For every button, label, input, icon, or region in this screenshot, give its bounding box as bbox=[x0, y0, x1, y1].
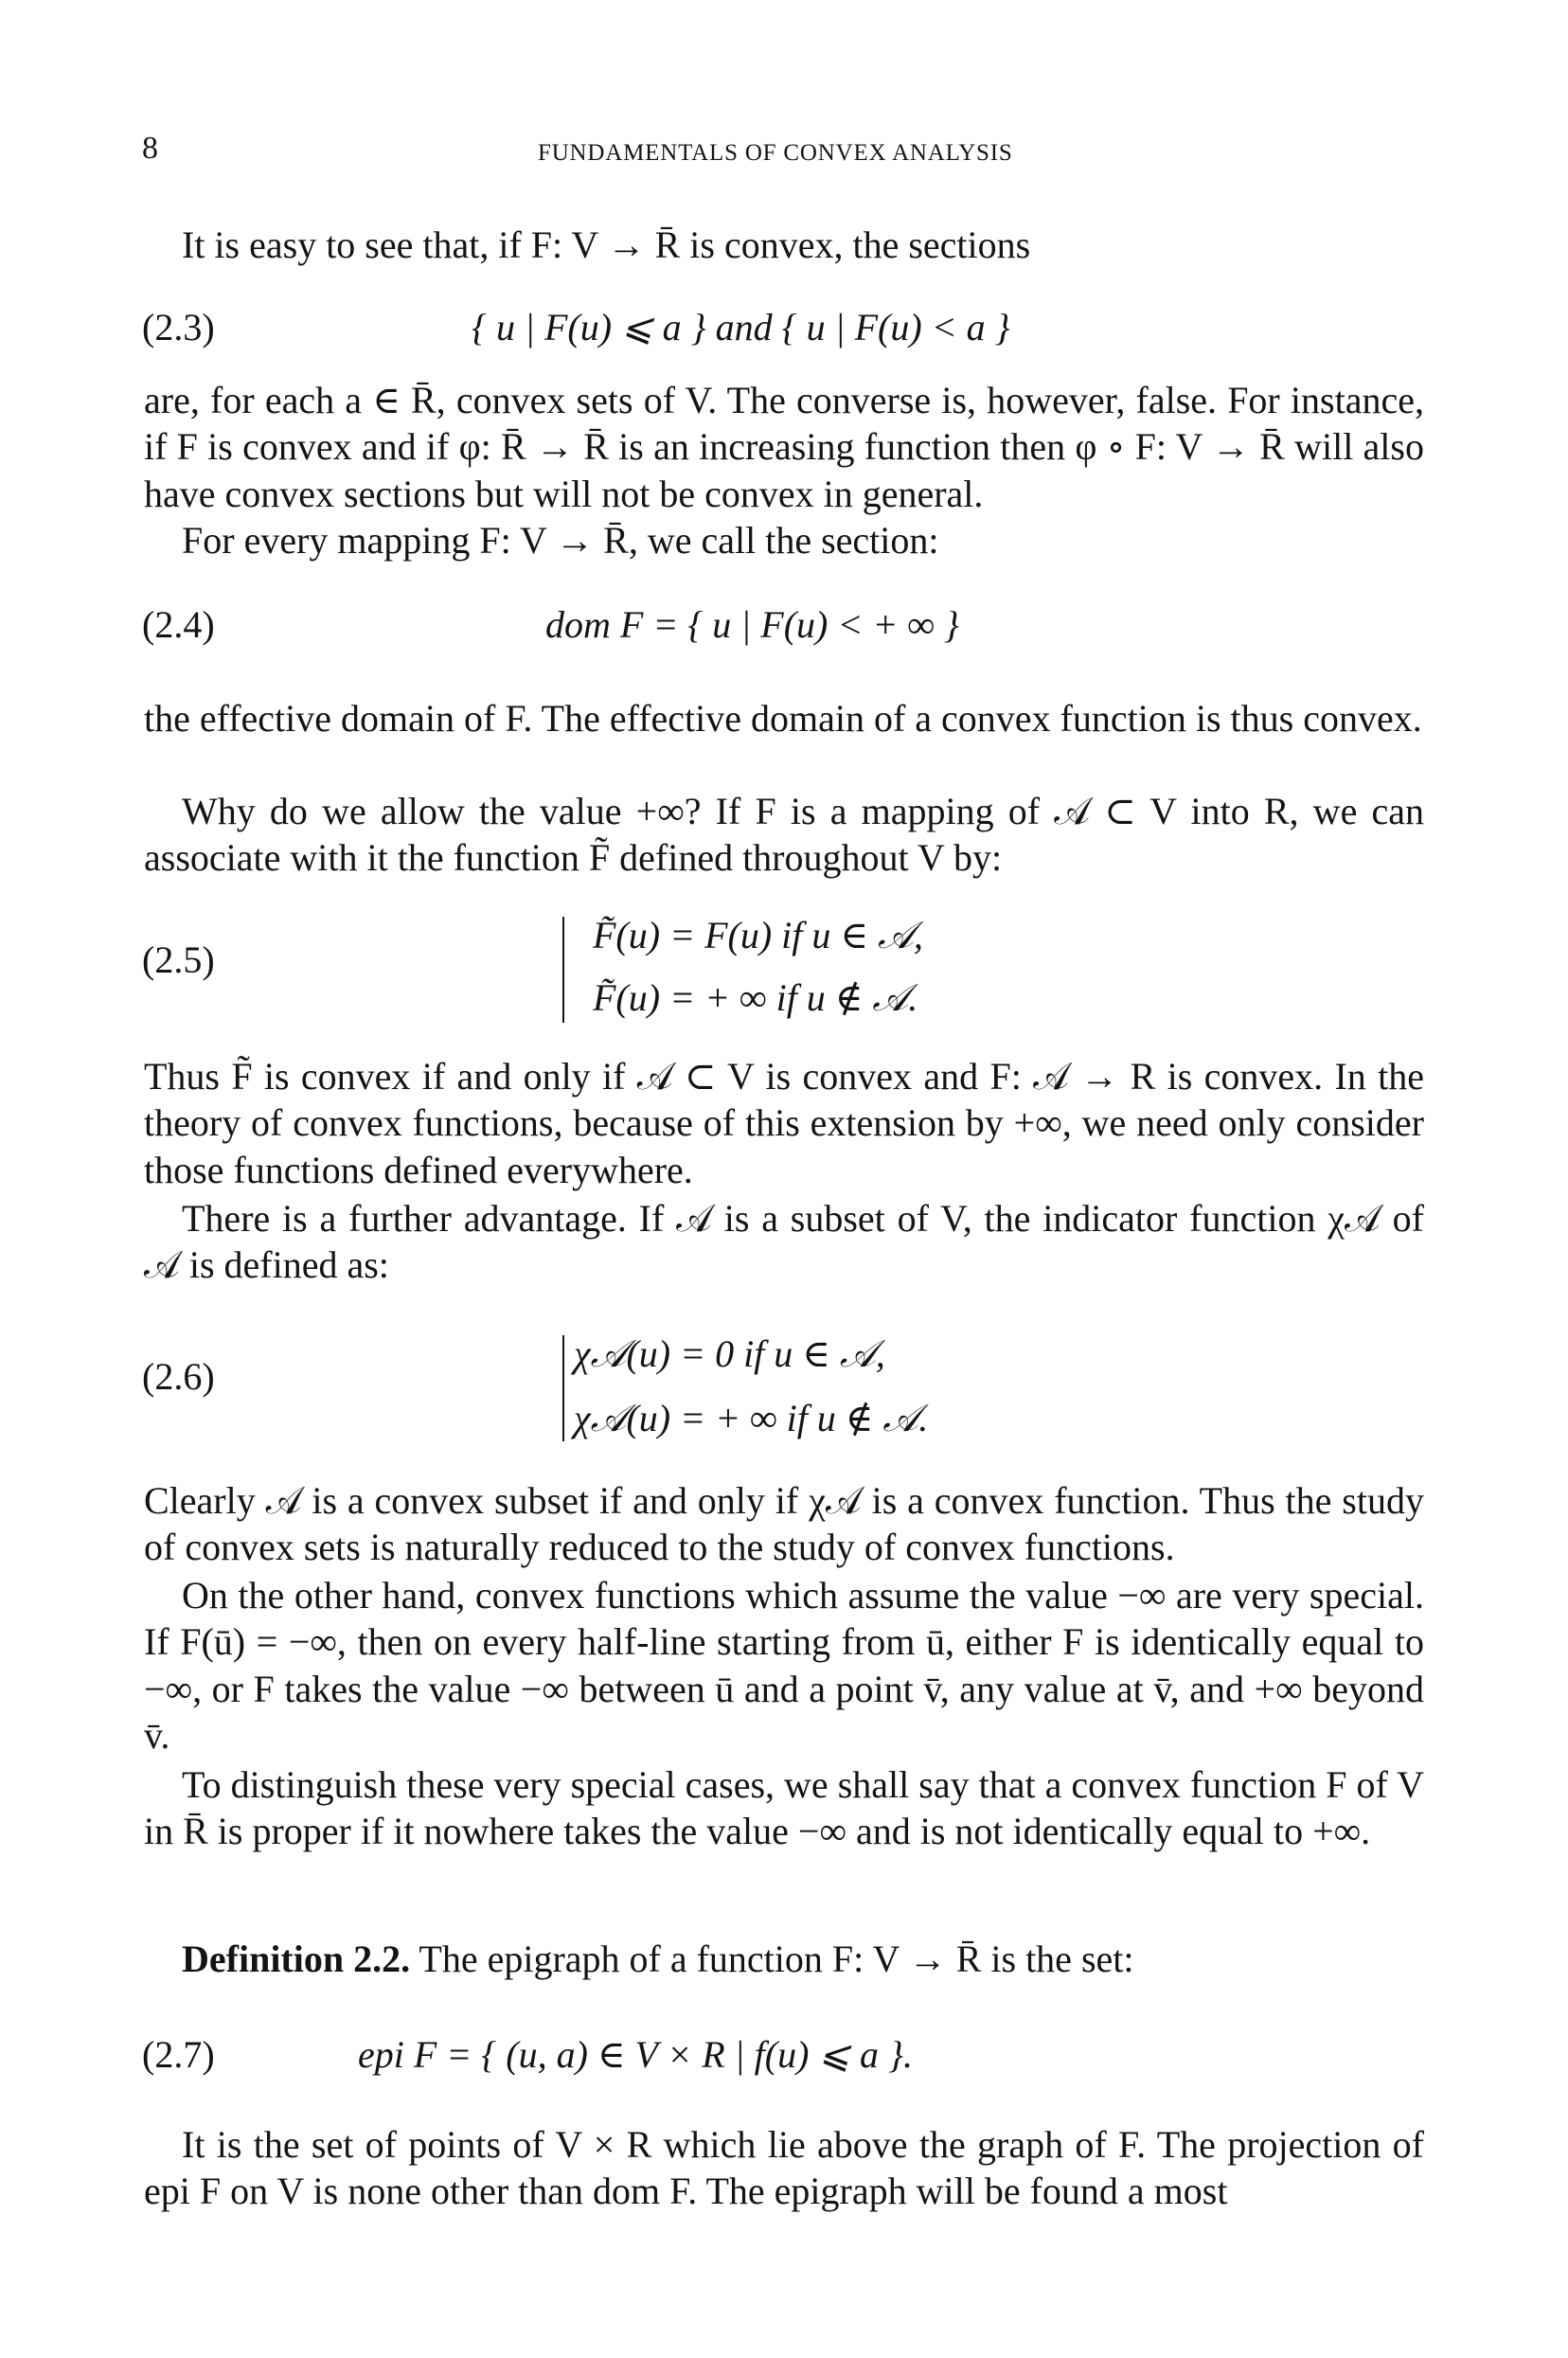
paragraph-why-infinity: Why do we allow the value +∞? If F is a mapping of 𝒜 ⊂ V into R, we can associate with it the function F̃ defined throughout V by: bbox=[144, 790, 1424, 880]
equation-2-6-line-1: χ𝒜(u) = 0 if u ∈ 𝒜, bbox=[574, 1332, 885, 1375]
equation-2-4: dom F = { u | F(u) < + ∞ } bbox=[545, 603, 959, 646]
paragraph-proper: To distinguish these very special cases, we shall say that a convex function F of V in R̄ is proper if it nowhere takes the value −∞ and is not identically equal to +∞. bbox=[144, 1763, 1424, 1853]
paragraph-converse: are, for each a ∈ R̄, convex sets of V. The converse is, however, false. For instance, if F is convex and if φ: R̄ → R̄ is an increasing function then φ ∘ F: V → R̄ will also have convex sections but will not be convex in general. bbox=[144, 379, 1424, 515]
equation-2-3: { u | F(u) ⩽ a } and { u | F(u) < a } bbox=[472, 306, 1010, 348]
definition-body: The epigraph of a function F: V → R̄ is the set: bbox=[419, 1938, 1134, 1980]
equation-number-2-6: (2.6) bbox=[142, 1355, 215, 1398]
paragraph-section-definition: For every mapping F: V → R̄, we call the section: bbox=[182, 519, 939, 562]
paragraph-extension: Thus F̃ is convex if and only if 𝒜 ⊂ V is convex and F: 𝒜 → R is convex. In the theory of convex functions, because of this extension by +∞, we need only consider those functions defined everywhere. bbox=[144, 1055, 1424, 1191]
equation-number-2-5: (2.5) bbox=[142, 938, 215, 981]
paragraph-effective-domain: the effective domain of F. The effective domain of a convex function is thus convex. bbox=[144, 697, 1422, 740]
equation-2-7: epi F = { (u, a) ∈ V × R | f(u) ⩽ a }. bbox=[358, 2033, 913, 2076]
paragraph-definition-2-2 bbox=[144, 1936, 1424, 1982]
equation-number-2-3: (2.3) bbox=[142, 306, 215, 348]
paragraph-minus-infinity: On the other hand, convex functions which assume the value −∞ are very special. If F(ū) = −∞, then on every half-line starting from ū, either F is identically equal to −∞, or F takes the value −∞ between ū and a point v̄, any value at v̄, and +∞ beyond v̄. bbox=[144, 1574, 1424, 1758]
paragraph-epigraph: It is the set of points of V × R which lie above the graph of F. The projection of epi F on V is none other than dom F. The epigraph will be found a most bbox=[144, 2123, 1424, 2213]
equation-number-2-7: (2.7) bbox=[142, 2033, 215, 2076]
paragraph-indicator-function: There is a further advantage. If 𝒜 is a subset of V, the indicator function χ𝒜 of 𝒜 is defined as: bbox=[144, 1197, 1424, 1287]
equation-2-5-line-1: F̃(u) = F(u) if u ∈ 𝒜, bbox=[593, 914, 923, 956]
definition-heading: Definition 2.2. bbox=[182, 1938, 411, 1980]
paragraph-convex-sets: Clearly 𝒜 is a convex subset if and only if χ𝒜 is a convex function. Thus the study of convex sets is naturally reduced to the study of convex functions. bbox=[144, 1479, 1424, 1569]
page-number: 8 bbox=[142, 131, 158, 166]
equation-2-6-line-2: χ𝒜(u) = + ∞ if u ∉ 𝒜. bbox=[574, 1397, 929, 1439]
equation-brace-2-6 bbox=[562, 1335, 564, 1441]
equation-brace-2-5 bbox=[562, 917, 564, 1023]
paragraph-sections-intro: It is easy to see that, if F: V → R̄ is convex, the sections bbox=[182, 223, 1031, 266]
equation-2-5-line-2: F̃(u) = + ∞ if u ∉ 𝒜. bbox=[593, 976, 918, 1019]
equation-number-2-4: (2.4) bbox=[142, 603, 215, 646]
running-title: FUNDAMENTALS OF CONVEX ANALYSIS bbox=[538, 140, 1013, 166]
